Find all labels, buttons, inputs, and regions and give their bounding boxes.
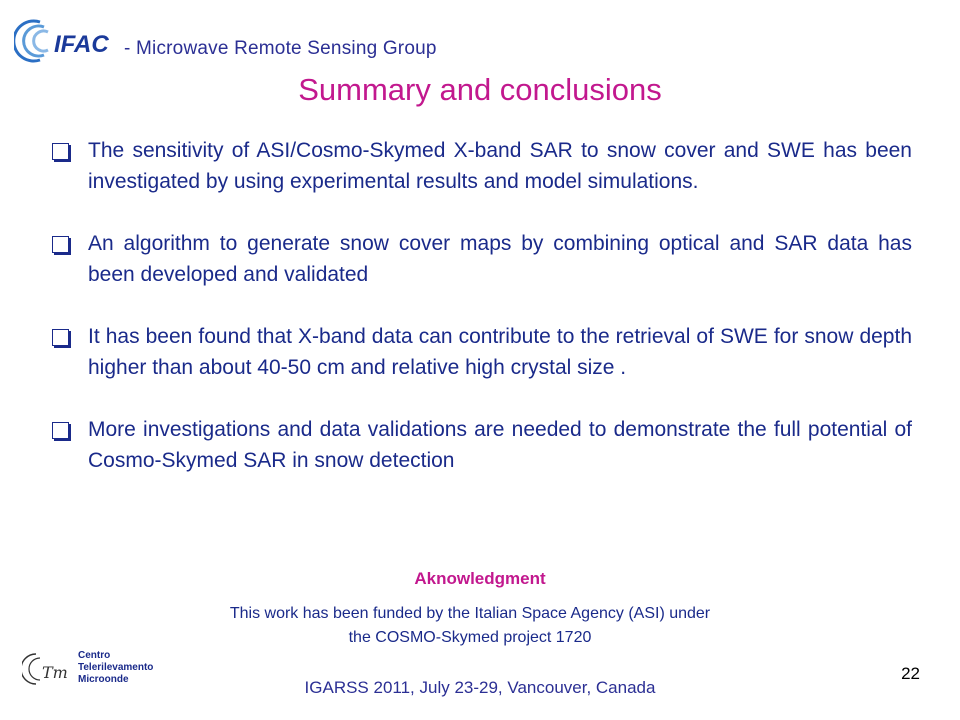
bullet-text: The sensitivity of ASI/Cosmo-Skymed X-band SAR to snow cover and SWE has been investigated by using experimental results and model simulations. — [88, 139, 912, 193]
checkbox-bullet-icon — [52, 329, 69, 346]
bullet-text: It has been found that X-band data can contribute to the retrieval of SWE for snow depth higher than about 40-50 cm and relative high crystal size . — [88, 325, 912, 379]
svg-text:Tm: Tm — [42, 663, 68, 682]
acknowledgment-text — [140, 602, 800, 650]
bullet-text: An algorithm to generate snow cover maps by combining optical and SAR data has been developed and validated — [88, 232, 912, 286]
conference-footer: IGARSS 2011, July 23-29, Vancouver, Canada — [304, 678, 656, 697]
acknowledgment-line: This work has been funded by the Italian Space Agency (ASI) under — [229, 605, 711, 622]
ctm-line: Microonde — [78, 674, 129, 685]
bullet-item — [50, 135, 912, 197]
checkbox-bullet-icon — [52, 422, 69, 439]
group-name: - Microwave Remote Sensing Group — [124, 38, 437, 59]
ifac-logo-text: IFAC — [54, 31, 109, 58]
ctm-line: Centro — [78, 650, 111, 661]
bullet-item — [50, 321, 912, 383]
acknowledgment-line: the COSMO-Skymed project 1720 — [348, 629, 592, 646]
checkbox-bullet-icon — [52, 143, 69, 160]
slide-title: Summary and conclusions — [298, 72, 662, 107]
bullet-text: More investigations and data validations are needed to demonstrate the full potential of Cosmo-Skymed SAR in snow detection — [88, 418, 912, 472]
ctm-line: Telerilevamento — [78, 662, 154, 673]
ifac-logo — [14, 16, 120, 66]
bullet-list — [50, 135, 912, 507]
bullet-item — [50, 414, 912, 476]
acknowledgment-title: Aknowledgment — [414, 569, 546, 588]
page-number: 22 — [901, 664, 920, 683]
bullet-item — [50, 228, 912, 290]
checkbox-bullet-icon — [52, 236, 69, 253]
